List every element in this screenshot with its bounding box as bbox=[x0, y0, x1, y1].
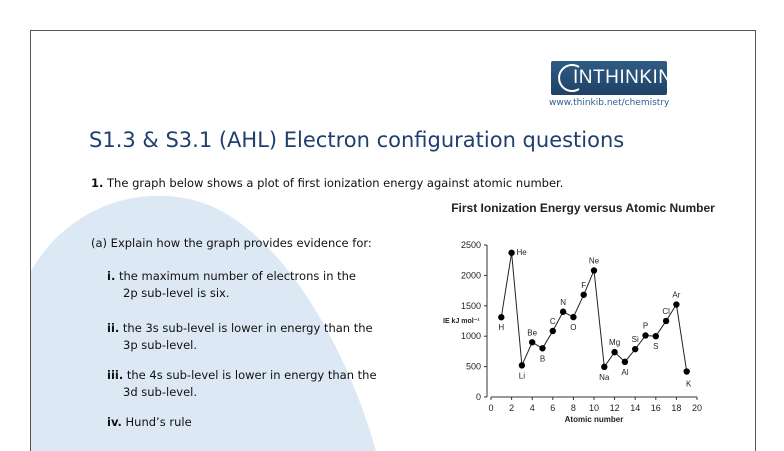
item-text: the maximum number of electrons in the bbox=[118, 269, 357, 283]
y-tick-label: 1000 bbox=[460, 331, 481, 342]
chart-title: First Ionization Energy versus Atomic Number bbox=[451, 201, 715, 215]
x-tick-label: 6 bbox=[550, 403, 556, 413]
x-axis-label: Atomic number bbox=[564, 415, 624, 424]
list-item bbox=[107, 368, 377, 382]
data-point bbox=[622, 359, 628, 365]
data-label: O bbox=[570, 323, 577, 333]
item-text-continued: 3p sub-level. bbox=[123, 338, 198, 352]
data-label: F bbox=[581, 280, 587, 290]
x-tick-label: 4 bbox=[529, 403, 535, 413]
data-point bbox=[632, 346, 638, 352]
data-label: Be bbox=[527, 328, 538, 338]
item-number: iv. bbox=[107, 415, 122, 429]
data-point bbox=[581, 292, 587, 298]
data-point bbox=[539, 345, 545, 351]
data-label: Li bbox=[518, 371, 526, 381]
x-tick-label: 20 bbox=[691, 403, 703, 413]
data-label: N bbox=[560, 297, 566, 307]
logo-text: INTHINKING bbox=[573, 67, 688, 88]
question-text: The graph below shows a plot of first ionization energy against atomic number. bbox=[107, 176, 564, 190]
item-text-continued: 3d sub-level. bbox=[123, 385, 198, 399]
data-label: P bbox=[642, 321, 649, 331]
data-label: S bbox=[653, 342, 659, 352]
data-point bbox=[560, 309, 566, 315]
y-tick-label: 0 bbox=[475, 392, 481, 402]
item-text: Hund’s rule bbox=[125, 415, 192, 429]
y-tick-label: 1500 bbox=[460, 300, 481, 311]
plot-area bbox=[443, 240, 702, 424]
x-tick-label: 2 bbox=[509, 403, 515, 413]
document-page bbox=[30, 30, 756, 451]
x-tick-label: 16 bbox=[650, 403, 661, 413]
data-point bbox=[642, 332, 648, 338]
item-text: the 4s sub-level is lower in energy than the bbox=[126, 368, 377, 382]
x-tick-label: 12 bbox=[609, 403, 620, 413]
data-label: Ne bbox=[588, 256, 600, 266]
data-point bbox=[570, 314, 576, 320]
ionization-energy-chart bbox=[391, 199, 751, 439]
data-point bbox=[550, 328, 556, 334]
question-1 bbox=[91, 176, 563, 190]
item-text: the 3s sub-level is lower in energy than the bbox=[122, 321, 373, 335]
logo-url[interactable]: www.thinkib.net/chemistry bbox=[549, 98, 670, 108]
data-label: Mg bbox=[609, 338, 621, 348]
data-label: He bbox=[516, 247, 527, 257]
data-point bbox=[684, 368, 690, 374]
data-label: B bbox=[539, 354, 546, 364]
data-point bbox=[508, 250, 514, 256]
data-point bbox=[591, 267, 597, 273]
x-tick-label: 10 bbox=[588, 403, 600, 413]
page-title: S1.3 & S3.1 (AHL) Electron configuration questions bbox=[89, 128, 625, 152]
question-number: 1. bbox=[91, 176, 104, 190]
item-number: i. bbox=[107, 269, 116, 283]
data-point bbox=[498, 314, 504, 320]
x-tick-label: 8 bbox=[570, 403, 576, 413]
data-label: C bbox=[549, 316, 556, 326]
data-label: K bbox=[686, 379, 692, 389]
y-tick-label: 2500 bbox=[460, 240, 481, 250]
data-point bbox=[663, 318, 669, 324]
data-point bbox=[529, 339, 535, 345]
list-item bbox=[107, 415, 192, 429]
list-item bbox=[107, 321, 373, 335]
data-point bbox=[611, 349, 617, 355]
item-number: ii. bbox=[107, 321, 120, 335]
data-label: Na bbox=[599, 372, 610, 382]
data-label: Al bbox=[621, 367, 629, 377]
y-tick-label: 2000 bbox=[460, 270, 481, 281]
data-point bbox=[673, 301, 679, 307]
data-point bbox=[653, 333, 659, 339]
inthinking-logo bbox=[551, 61, 688, 95]
data-point bbox=[601, 364, 607, 370]
data-point bbox=[519, 362, 525, 368]
x-tick-label: 0 bbox=[488, 403, 494, 413]
data-label: Si bbox=[631, 335, 639, 345]
item-number: iii. bbox=[107, 368, 124, 382]
data-label: Ar bbox=[672, 290, 681, 300]
y-tick-label: 500 bbox=[465, 361, 481, 372]
list-item bbox=[107, 269, 356, 283]
x-tick-label: 18 bbox=[671, 403, 682, 413]
y-axis-label: IE kJ mol⁻¹ bbox=[443, 318, 480, 325]
item-text-continued: 2p sub-level is six. bbox=[123, 286, 230, 300]
part-a-prompt: (a) Explain how the graph provides evidence for: bbox=[91, 236, 372, 250]
x-tick-label: 14 bbox=[630, 403, 641, 413]
data-label: H bbox=[498, 323, 505, 333]
data-label: Cl bbox=[662, 306, 670, 316]
